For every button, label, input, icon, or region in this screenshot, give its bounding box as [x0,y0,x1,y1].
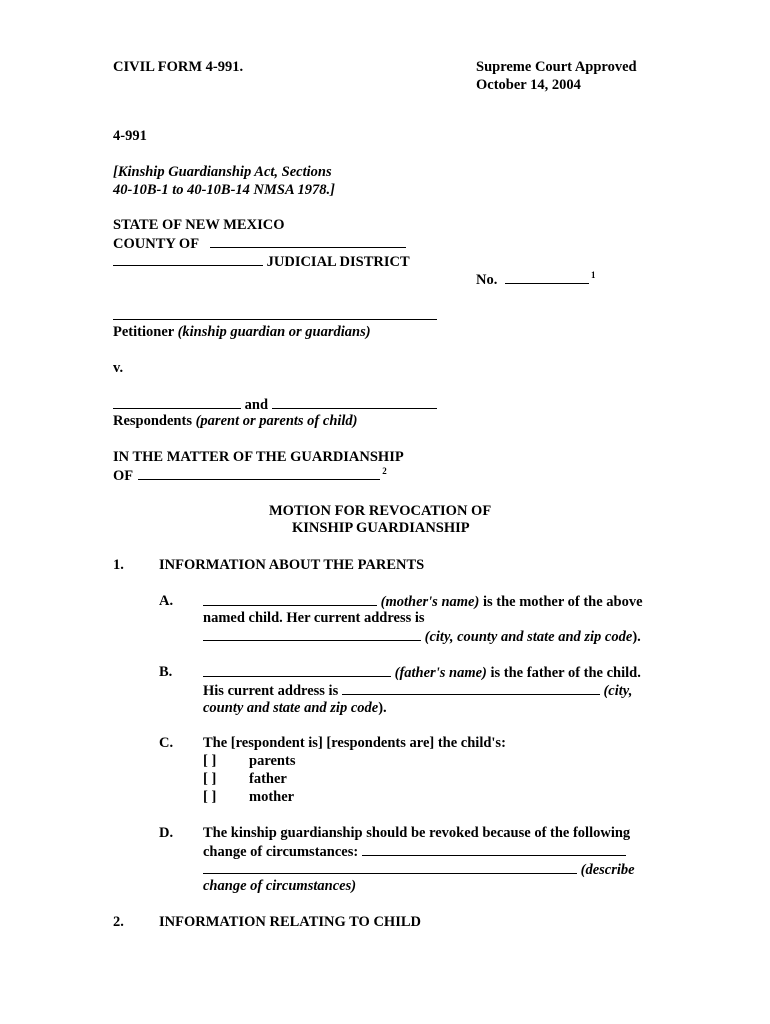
change-blank-1[interactable] [362,842,626,856]
item-d-line-2 [203,842,626,861]
petitioner-blank[interactable] [113,319,437,320]
item-a-letter: A. [159,593,174,609]
petitioner-label: Petitioner [113,324,174,340]
describe-hint-1: (describe [580,862,635,878]
footnote-1-marker: 1 [590,270,596,280]
county-label: COUNTY OF [113,236,199,252]
title-line-1: MOTION FOR REVOCATION OF [269,503,492,519]
section-1-number: 1. [113,557,124,573]
statute-line-1: [Kinship Guardianship Act, Sections [113,164,332,180]
father-address-hint-2: county and state and zip code [203,700,379,716]
mother-text: is the mother of the above [482,594,643,610]
section-2-heading: INFORMATION RELATING TO CHILD [159,914,421,930]
father-address-blank[interactable] [342,681,600,695]
mother-name-hint: (mother's name) [380,594,480,610]
father-address-hint-1: (city, [603,683,633,699]
father-address-end: ). [378,700,387,716]
item-b-line-1 [203,663,641,682]
and-label: and [244,397,269,413]
item-a-line-3 [203,627,641,646]
approval-line-1: Supreme Court Approved [476,59,637,75]
section-1-heading: INFORMATION ABOUT THE PARENTS [159,557,425,573]
option-mother-label: mother [249,789,295,805]
father-text: is the father of the child. [490,665,641,681]
item-b-line-2 [203,681,632,700]
county-line [113,234,406,253]
rule-number: 4-991 [113,128,147,144]
matter-line-2 [113,466,387,486]
item-b-letter: B. [159,664,173,680]
district-label: JUDICIAL DISTRICT [266,254,410,270]
title-line-2: KINSHIP GUARDIANSHIP [292,520,470,536]
respondent-2-blank[interactable] [272,395,437,409]
matter-of-label: OF [113,468,133,484]
district-line [113,252,410,271]
respondents-line [113,412,358,430]
item-c-intro: The [respondent is] [respondents are] the child's: [203,735,506,751]
mother-address-hint: (city, county and state and zip code [424,629,633,645]
case-number-line [476,270,595,290]
petitioner-line [113,323,371,341]
district-blank[interactable] [113,252,263,266]
footnote-2-marker: 2 [382,466,387,476]
state-heading: STATE OF NEW MEXICO [113,217,285,233]
option-father-label: father [249,771,287,787]
father-address-label: His current address is [203,683,339,699]
change-blank-2[interactable] [203,860,577,874]
case-number-blank[interactable] [505,270,589,284]
option-father-checkbox[interactable]: [ ] [203,771,217,787]
describe-hint-2: change of circumstances) [203,878,357,894]
item-c-letter: C. [159,735,174,751]
option-parents-label: parents [249,753,296,769]
option-parents-checkbox[interactable]: [ ] [203,753,217,769]
county-blank[interactable] [210,234,406,248]
form-label: CIVIL FORM 4-991. [113,59,244,75]
father-name-hint: (father's name) [394,665,487,681]
father-name-blank[interactable] [203,663,391,677]
matter-line-1: IN THE MATTER OF THE GUARDIANSHIP [113,449,404,465]
respondent-1-blank[interactable] [113,395,241,409]
approval-date: October 14, 2004 [476,77,581,93]
section-2-number: 2. [113,914,124,930]
petitioner-desc: (kinship guardian or guardians) [177,324,371,340]
mother-address-end: ). [632,629,641,645]
respondents-label: Respondents [113,413,192,429]
change-label: change of circumstances: [203,844,359,860]
child-name-blank[interactable] [138,466,380,480]
item-d-letter: D. [159,825,174,841]
versus: v. [113,360,124,376]
respondents-desc: (parent or parents of child) [195,413,358,429]
item-a-line-2: named child. Her current address is [203,610,425,626]
mother-address-blank[interactable] [203,627,421,641]
mother-name-blank[interactable] [203,592,377,606]
item-b-line-3 [203,699,387,717]
statute-line-2: 40-10B-1 to 40-10B-14 NMSA 1978.] [113,182,335,198]
option-mother-checkbox[interactable]: [ ] [203,789,217,805]
item-d-line-1: The kinship guardianship should be revoked because of the following [203,825,631,841]
case-no-label: No. [476,272,498,288]
